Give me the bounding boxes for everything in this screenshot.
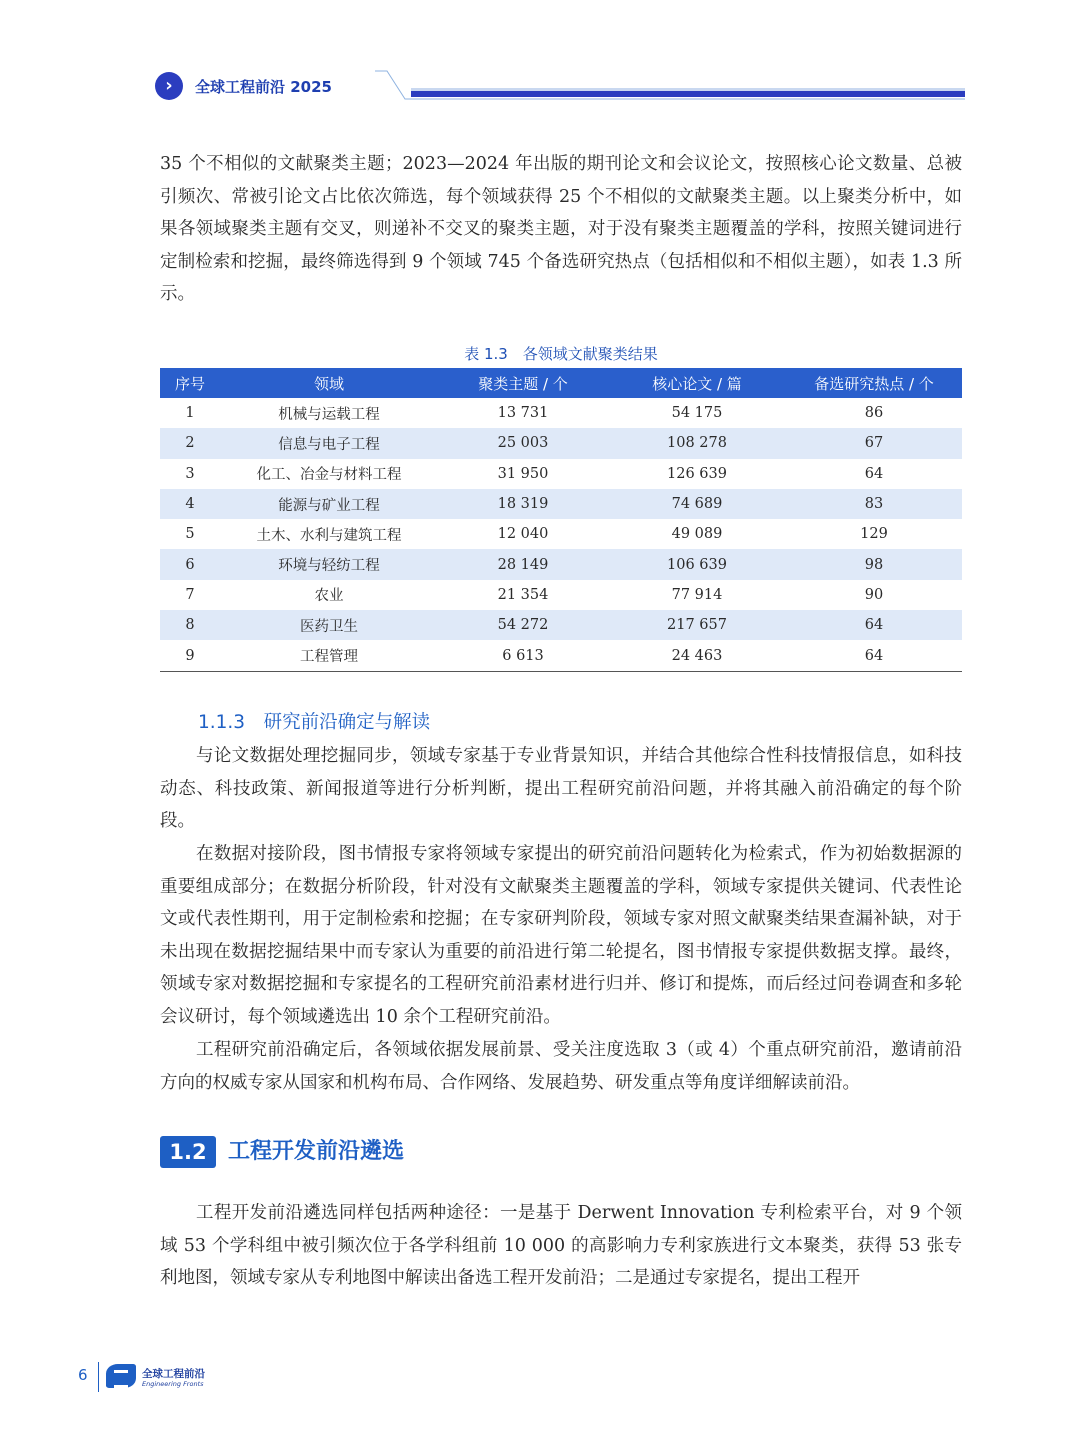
col-header-index: 序号 bbox=[160, 368, 220, 398]
col-header-topics: 聚类主题 / 个 bbox=[438, 368, 608, 398]
cell-index: 4 bbox=[160, 489, 220, 519]
cell-topics: 21 354 bbox=[497, 586, 549, 603]
table-row bbox=[160, 580, 962, 610]
cell-field: 工程管理 bbox=[220, 640, 438, 671]
table-row bbox=[160, 549, 962, 579]
table-row bbox=[160, 489, 962, 519]
cell-topics: 31 950 bbox=[497, 465, 549, 482]
cell-field: 医药卫生 bbox=[220, 610, 438, 640]
table-row bbox=[160, 519, 962, 549]
header-decoration bbox=[375, 68, 965, 104]
results-table bbox=[160, 368, 962, 672]
cell-index: 3 bbox=[185, 465, 195, 482]
cell-core-papers: 108 278 bbox=[608, 428, 786, 458]
section-number-badge: 1.2 bbox=[160, 1136, 216, 1168]
cell-index: 5 bbox=[185, 526, 195, 543]
table-header-row bbox=[160, 368, 962, 398]
logo-name: 全球工程前沿 bbox=[142, 1368, 205, 1380]
page-header bbox=[155, 68, 965, 104]
cell-field: 农业 bbox=[314, 588, 344, 605]
cell-core-papers: 106 639 bbox=[608, 549, 786, 579]
cell-index: 6 bbox=[160, 549, 220, 579]
section-title: 工程开发前沿遴选 bbox=[228, 1139, 405, 1164]
body-paragraph: 与论文数据处理挖掘同步，领域专家基于专业背景知识，并结合其他综合性科技情报信息，如科技动态、科技政策、新闻报道等进行分析判断，提出工程研究前沿问题，并将其融入前沿确定的每个阶段。 bbox=[160, 746, 962, 832]
table-row bbox=[160, 459, 962, 489]
cell-topics: 28 149 bbox=[438, 549, 608, 579]
cell-index: 2 bbox=[160, 428, 220, 458]
col-header-field: 领域 bbox=[220, 368, 438, 398]
chevron-right-icon: › bbox=[155, 72, 183, 100]
cell-field: 机械与运载工程 bbox=[278, 406, 380, 423]
table-row bbox=[160, 398, 962, 428]
cell-hotspots: 86 bbox=[864, 405, 884, 422]
col-header-core-papers: 核心论文 / 篇 bbox=[608, 368, 786, 398]
logo-subtitle: Engineering Fronts bbox=[142, 1380, 204, 1388]
cell-topics: 18 319 bbox=[438, 489, 608, 519]
header-title: 全球工程前沿 2025 bbox=[195, 78, 332, 96]
cell-topics: 54 272 bbox=[438, 610, 608, 640]
body-paragraph: 在数据对接阶段，图书情报专家将领域专家提出的研究前沿问题转化为检索式，作为初始数据源的重要组成部分；在数据分析阶段，针对没有文献聚类主题覆盖的学科，领域专家提供关键词、代表性论文或代表性期刊，用于定制检索和挖掘；在专家研判阶段，领域专家对照文献聚类结果查漏补缺，对于未出现在数据挖掘结果中而专家认为重要的前沿进行第二轮提名，图书情报专家提供数据支撑。最终，领域专家对数据挖掘和专家提名的工程研究前沿素材进行归并、修订和提炼，而后经过问卷调查和多轮会议研讨，每个领域遴选出 10 余个工程研究前沿。 bbox=[160, 844, 962, 1027]
cell-core-papers: 74 689 bbox=[608, 489, 786, 519]
col-header-hotspots: 备选研究热点 / 个 bbox=[786, 368, 962, 398]
body-paragraph: 工程研究前沿确定后，各领域依据发展前景、受关注度选取 3（或 4）个重点研究前沿，邀请前沿方向的权威专家从国家和机构布局、合作网络、发展趋势、研发重点等角度详细解读前沿。 bbox=[160, 1040, 962, 1093]
cell-hotspots: 64 bbox=[864, 465, 884, 482]
cell-hotspots: 98 bbox=[786, 549, 962, 579]
cell-index: 1 bbox=[185, 405, 195, 422]
cell-core-papers: 217 657 bbox=[608, 610, 786, 640]
cell-index: 8 bbox=[160, 610, 220, 640]
cell-core-papers: 24 463 bbox=[608, 640, 786, 671]
body-paragraph: 工程开发前沿遴选同样包括两种途径：一是基于 Derwent Innovation 专利检索平台，对 9 个领域 53 个学科组中被引频次位于各学科组前 10 000 的高影响力专利家族进行文本聚类，获得 53 张专利地图，领域专家从专利地图中解读出备选工程开发前沿；二是通过专家提名，提出工程开 bbox=[160, 1203, 962, 1289]
cell-hotspots: 67 bbox=[786, 428, 962, 458]
cell-core-papers: 77 914 bbox=[671, 586, 723, 603]
cell-core-papers: 49 089 bbox=[671, 526, 723, 543]
cell-field: 环境与轻纺工程 bbox=[220, 549, 438, 579]
cell-hotspots: 64 bbox=[786, 610, 962, 640]
cell-hotspots: 129 bbox=[860, 526, 888, 543]
subsection-heading: 1.1.3 研究前沿确定与解读 bbox=[198, 712, 431, 733]
table-row bbox=[160, 610, 962, 640]
cell-topics: 25 003 bbox=[438, 428, 608, 458]
cell-field: 土木、水利与建筑工程 bbox=[256, 527, 402, 544]
cell-topics: 13 731 bbox=[497, 405, 549, 422]
cell-hotspots: 64 bbox=[786, 640, 962, 671]
cell-core-papers: 54 175 bbox=[671, 405, 723, 422]
cell-topics: 12 040 bbox=[497, 526, 549, 543]
cell-index: 7 bbox=[185, 586, 195, 603]
page-number: 6 bbox=[78, 1366, 88, 1384]
cell-hotspots: 83 bbox=[786, 489, 962, 519]
cell-field: 化工、冶金与材料工程 bbox=[256, 467, 402, 484]
footer-divider bbox=[98, 1362, 99, 1392]
table-row bbox=[160, 640, 962, 671]
cell-hotspots: 90 bbox=[864, 586, 884, 603]
cell-index: 9 bbox=[160, 640, 220, 671]
intro-paragraph: 35 个不相似的文献聚类主题；2023—2024 年出版的期刊论文和会议论文，按照核心论文数量、总被引频次、常被引论文占比依次筛选，每个领域获得 25 个不相似的文献聚类主题。以上聚类分析中，如果各领域聚类主题有交叉，则递补不交叉的聚类主题，对于没有聚类主题覆盖的学科，按照关键词进行定制检索和挖掘，最终筛选得到 9 个领域 745 个备选研究热点（包括相似和不相似主题），如表 1.3 所示。 bbox=[160, 154, 962, 305]
cell-field: 信息与电子工程 bbox=[220, 428, 438, 458]
cell-topics: 6 613 bbox=[438, 640, 608, 671]
cell-core-papers: 126 639 bbox=[667, 465, 727, 482]
table-caption: 表 1.3 各领域文献聚类结果 bbox=[464, 345, 658, 363]
table-row bbox=[160, 428, 962, 458]
cell-field: 能源与矿业工程 bbox=[220, 489, 438, 519]
page-footer bbox=[78, 1362, 278, 1392]
engineering-fronts-logo-icon bbox=[106, 1364, 136, 1388]
